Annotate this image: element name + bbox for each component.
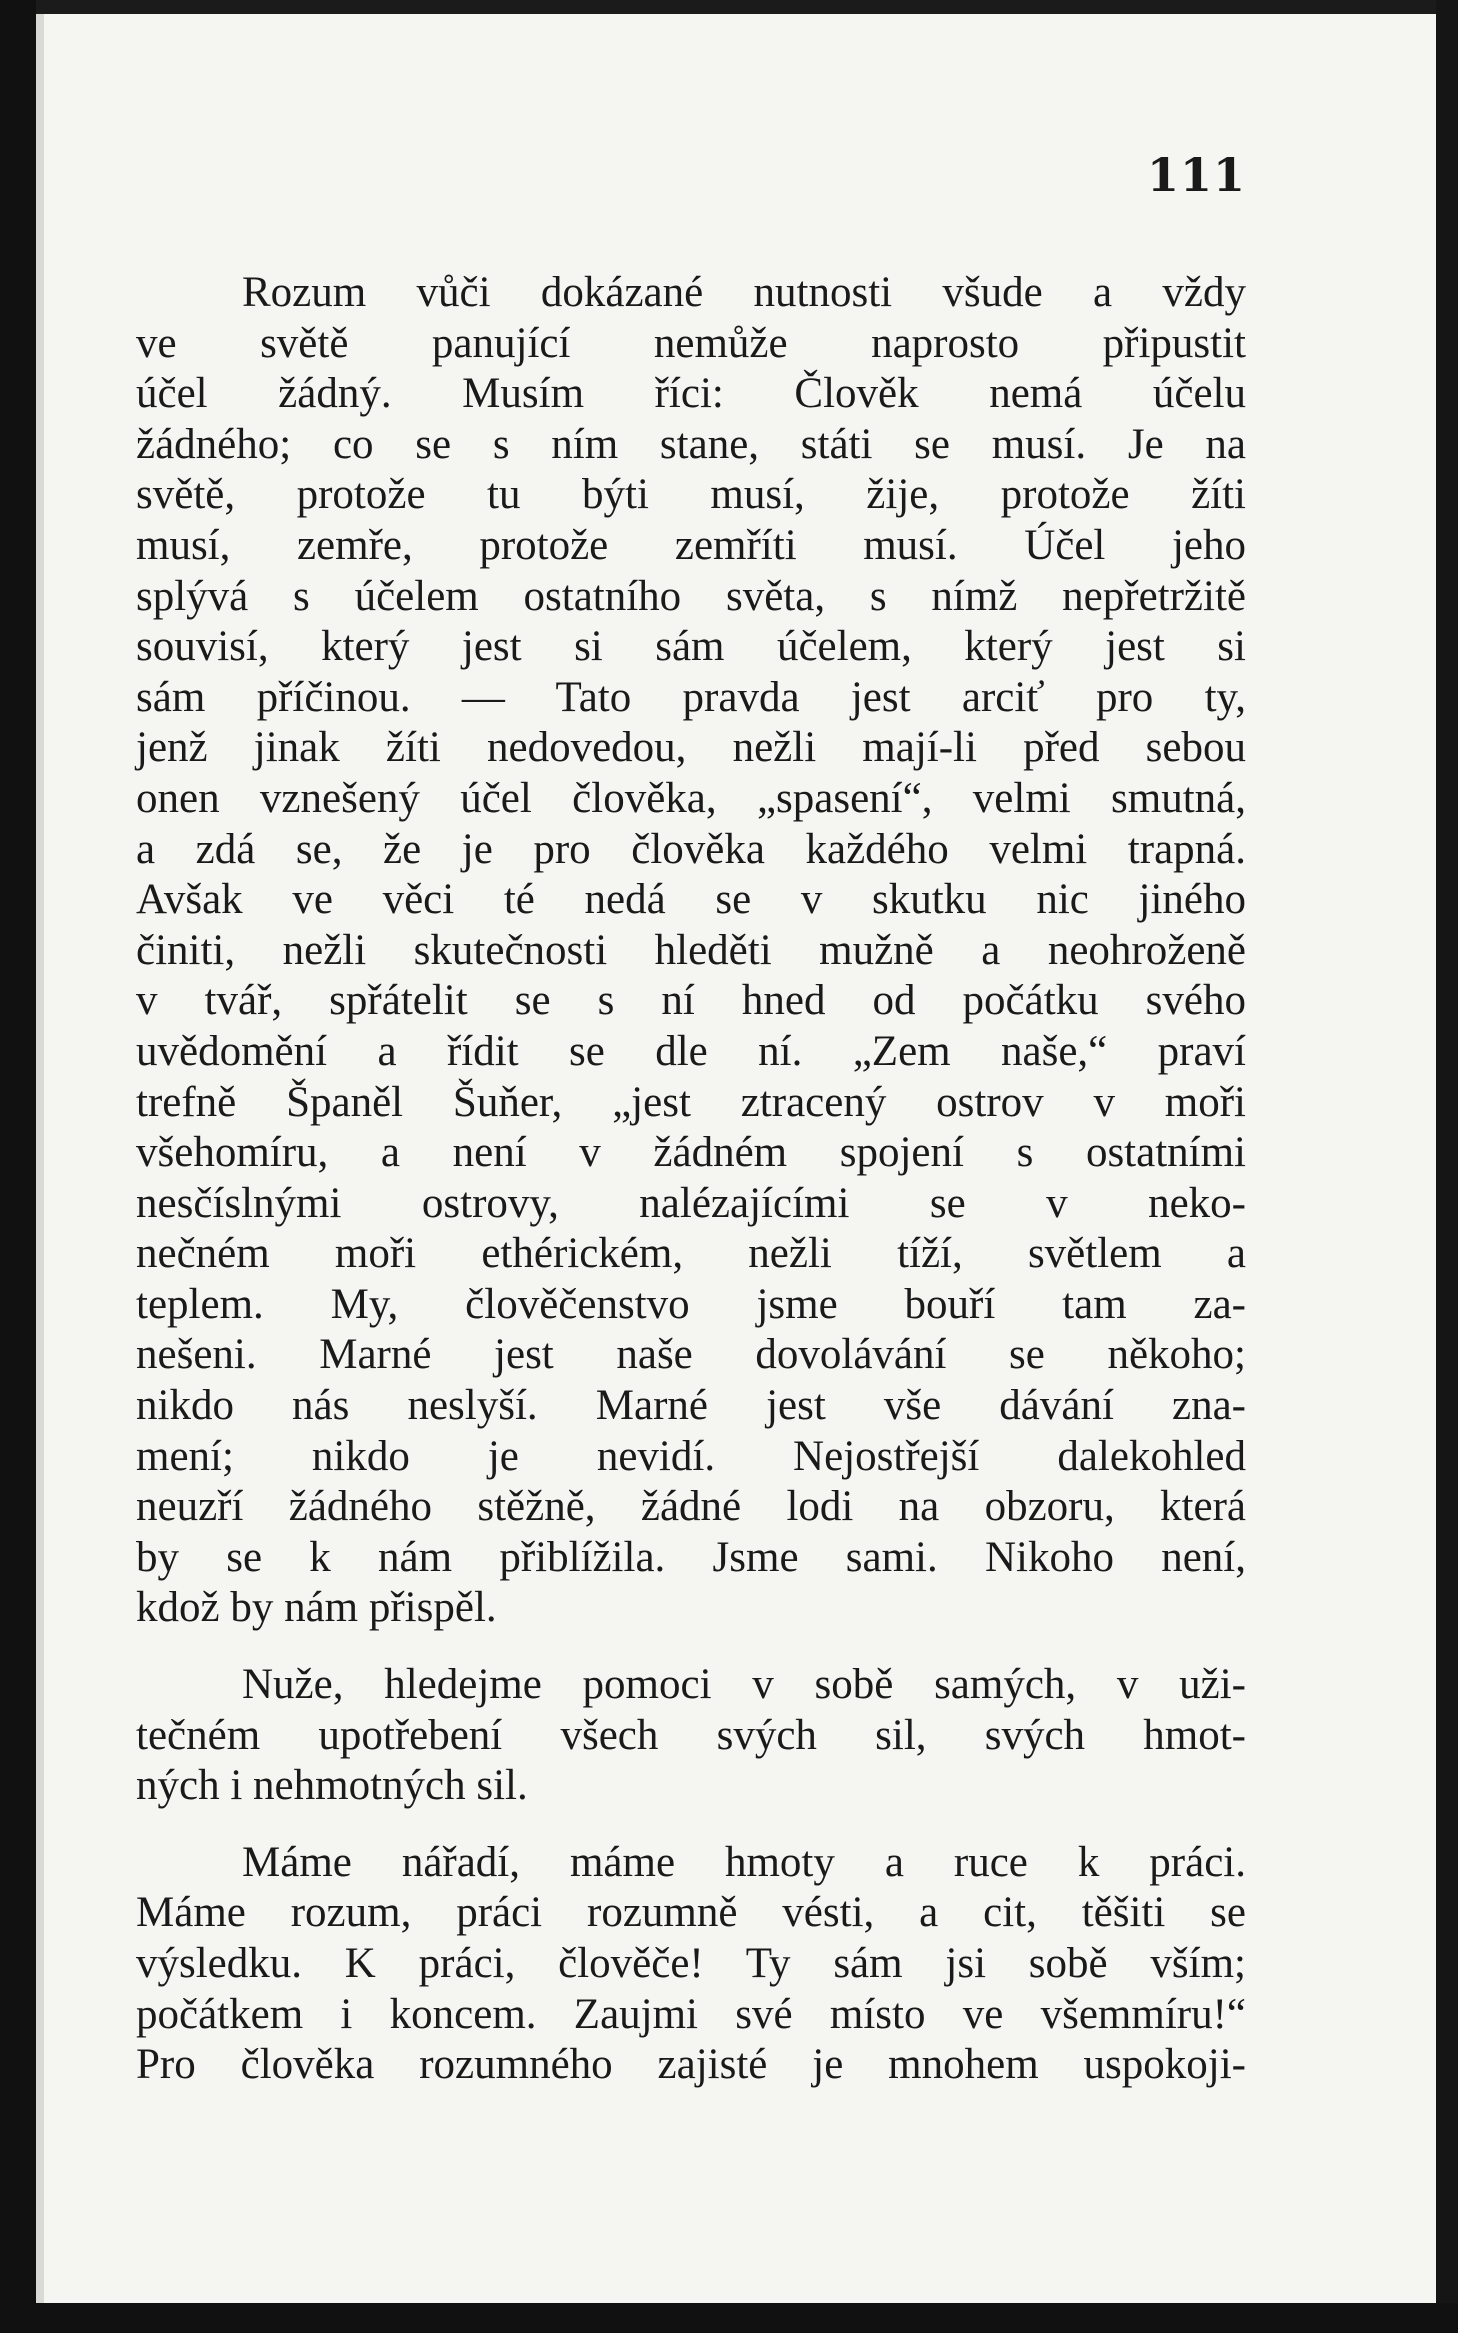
text-line: tečném upotřebení všech svých sil, svých hmot-: [136, 1711, 1246, 1759]
text-line: sám příčinou. — Tato pravda jest arciť pro ty,: [136, 673, 1246, 721]
text-line: Rozum vůči dokázané nutnosti všude a vždy: [242, 269, 1246, 316]
text-line: ve světě panující nemůže naprosto připustit: [136, 319, 1246, 367]
page-edge-left: [36, 0, 44, 2333]
text-line: všehomíru, a není v žádném spojení s ostatními: [136, 1129, 1246, 1177]
scan-border-bottom: [0, 2303, 1458, 2333]
text-line: jenž jinak žíti nedovedou, nežli mají-li před sebou: [136, 724, 1246, 772]
text-line: by se k nám přiblížila. Jsme sami. Nikoho není,: [136, 1533, 1246, 1581]
text-line: v tvář, spřátelit se s ní hned od počátku svého: [136, 977, 1246, 1025]
text-line: počátkem i koncem. Zaujmi své místo ve všemmíru!“: [136, 1990, 1246, 2038]
text-line: žádného; co se s ním stane, státi se musí. Je na: [136, 420, 1246, 468]
paragraph-1: [136, 268, 1246, 1634]
text-line: světě, protože tu býti musí, žije, protože žíti: [136, 471, 1246, 519]
text-line: Nuže, hledejme pomoci v sobě samých, v uži-: [242, 1661, 1246, 1709]
text-line: neuzří žádného stěžně, žádné lodi na obzoru, která: [136, 1483, 1246, 1531]
text-line: ných i nehmotných sil.: [136, 1762, 528, 1810]
scan-border-top: [36, 0, 1458, 14]
text-line: činiti, nežli skutečnosti hleděti mužně a neohroženě: [136, 926, 1246, 974]
text-line: kdož by nám přispěl.: [136, 1584, 497, 1632]
text-line: onen vznešený účel člověka, „spasení“, velmi smutná,: [136, 774, 1246, 822]
text-line: nešeni. Marné jest naše dovolávání se někoho;: [136, 1331, 1246, 1379]
page-number: 111: [1146, 148, 1246, 202]
text-line: uvědomění a řídit se dle ní. „Zem naše,“ praví: [136, 1027, 1246, 1075]
text-line: souvisí, který jest si sám účelem, který jest si: [136, 623, 1246, 671]
text-line: výsledku. K práci, člověče! Ty sám jsi sobě vším;: [136, 1940, 1246, 1987]
text-line: splývá s účelem ostatního světa, s nímž nepřetržitě: [136, 572, 1246, 620]
text-line: nečném moři ethérickém, nežli tíží, světlem a: [136, 1230, 1246, 1278]
text-line: nesčíslnými ostrovy, nalézajícími se v neko-: [136, 1179, 1246, 1227]
text-line: mení; nikdo je nevidí. Nejostřejší dalekohled: [136, 1432, 1246, 1480]
paragraph-3: [136, 1838, 1246, 2091]
paragraph-gap: [136, 1812, 1246, 1838]
text-line: teplem. My, člověčenstvo jsme bouří tam za-: [136, 1280, 1246, 1328]
text-line: účel žádný. Musím říci: Člověk nemá účelu: [136, 370, 1246, 418]
text-line: trefně Španěl Šuňer, „jest ztracený ostrov v moři: [136, 1078, 1246, 1126]
scan-border-right: [1436, 0, 1458, 2333]
text-line: Avšak ve věci té nedá se v skutku nic jiného: [136, 876, 1246, 924]
scan-border-left: [0, 0, 36, 2333]
paragraph-gap: [136, 1634, 1246, 1660]
paragraph-2: [136, 1660, 1246, 1812]
text-line: Máme nářadí, máme hmoty a ruce k práci.: [242, 1838, 1246, 1886]
text-line: nikdo nás neslyší. Marné jest vše dávání zna-: [136, 1382, 1246, 1430]
text-line: Máme rozum, práci rozumně vésti, a cit, těšiti se: [136, 1889, 1246, 1937]
body-text: [136, 268, 1246, 2091]
text-line: Pro člověka rozumného zajisté je mnohem uspokoji-: [136, 2041, 1246, 2089]
text-line: a zdá se, že je pro člověka každého velmi trapná.: [136, 825, 1246, 873]
text-line: musí, zemře, protože zemříti musí. Účel jeho: [136, 521, 1246, 569]
